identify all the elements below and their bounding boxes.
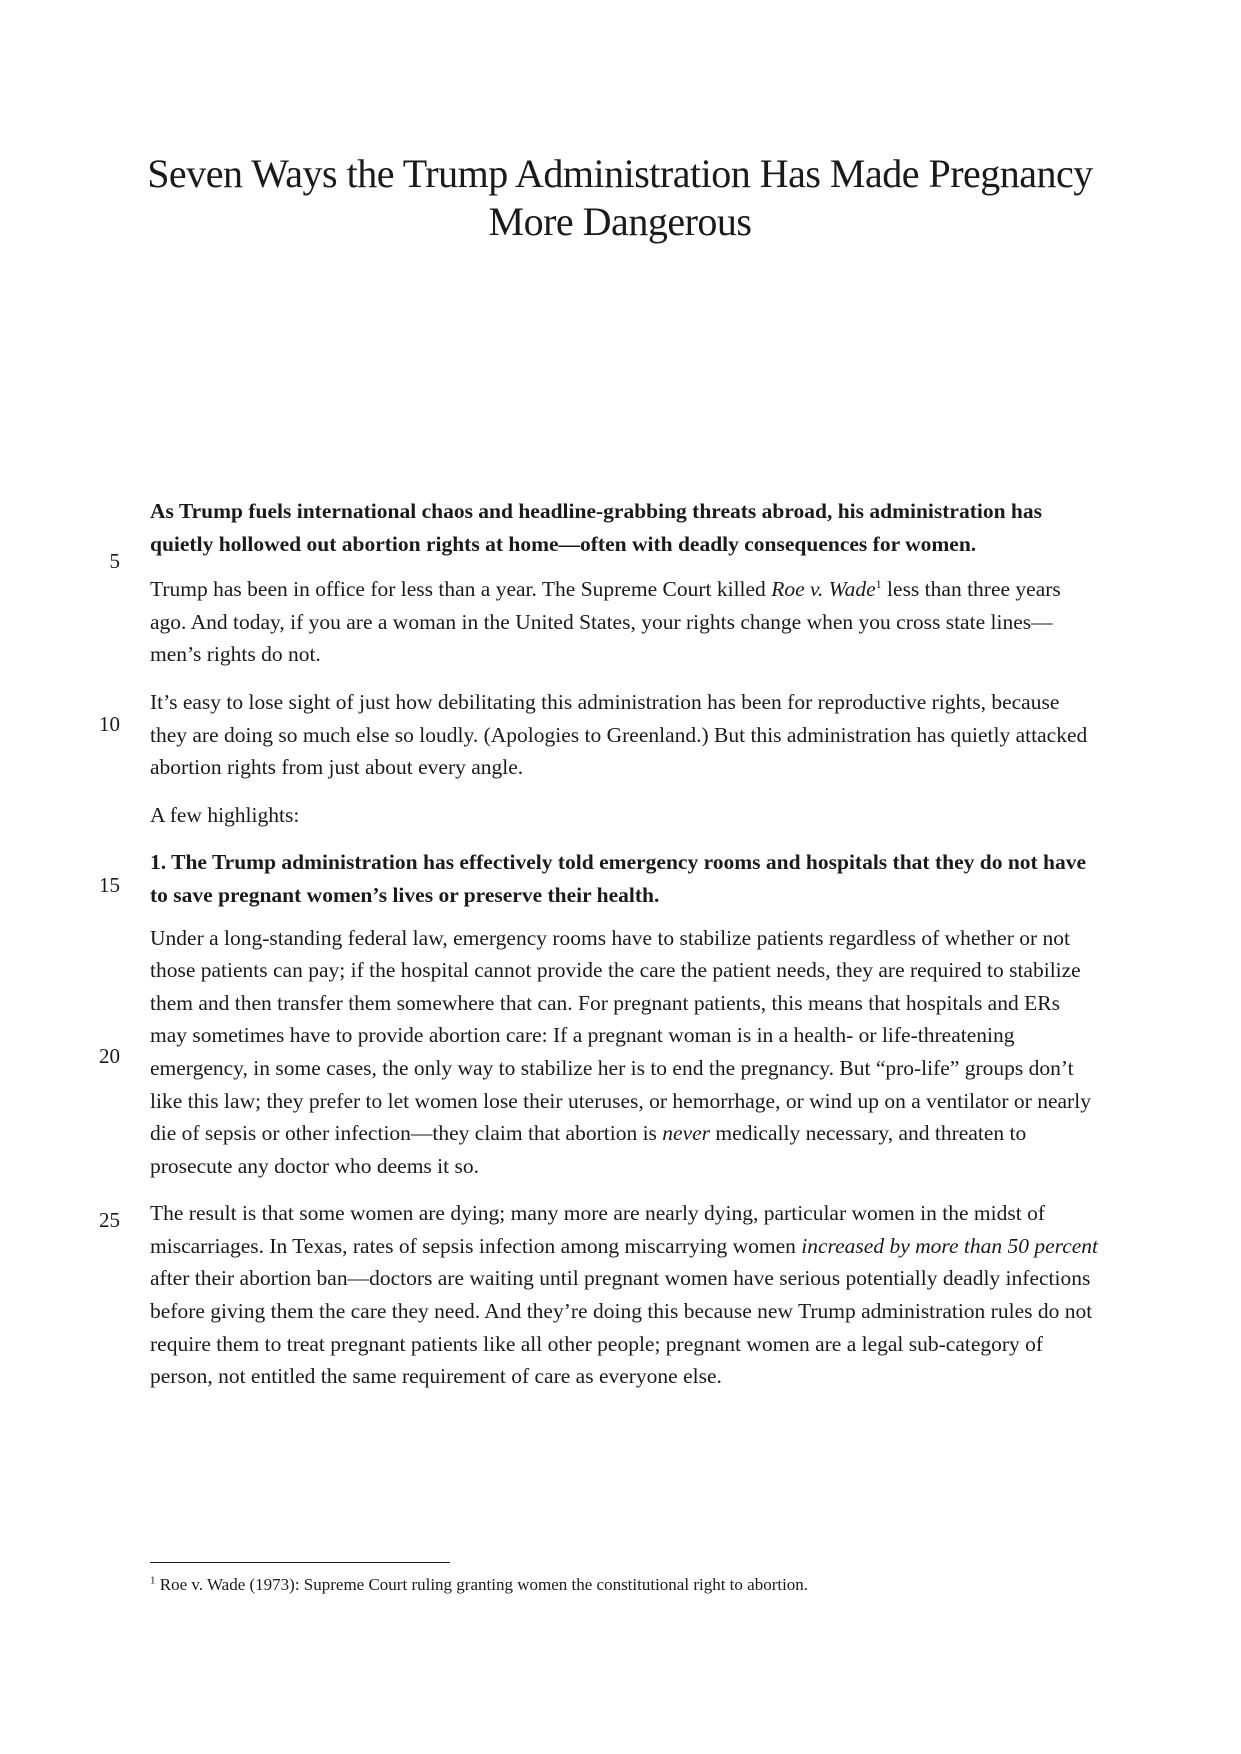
body-paragraph <box>150 1197 1100 1393</box>
footnote-divider <box>150 1562 450 1563</box>
body-paragraph: A few highlights: <box>150 802 300 827</box>
line-number: 20 <box>99 1044 120 1068</box>
paragraph-text: medically necessary, and threaten to prosecute any doctor who deems it so. <box>150 1121 1027 1178</box>
line-number: 15 <box>99 873 120 897</box>
paragraph-text: after their abortion ban—doctors are waiting until pregnant women have serious potentially deadly infections before giving them the care they need. And they’re doing this because new Trump administration rules do not require them to treat pregnant patients like all other people; pregnant women are a legal sub-category of person, not entitled the same requirement of care as everyone else. <box>150 1266 1093 1389</box>
article-body <box>150 495 1100 1408</box>
footnote-reference: 1 <box>875 577 882 592</box>
body-paragraph: It’s easy to lose sight of just how debilitating this administration has been for reproductive rights, because they are doing so much else so loudly. (Apologies to Greenland.) But this administration has quietly attacked abortion rights from just about every angle. <box>150 689 1088 780</box>
footnote <box>150 1574 1100 1596</box>
body-paragraph <box>150 573 1100 671</box>
line-number: 25 <box>99 1208 120 1232</box>
line-number: 5 <box>109 549 120 573</box>
case-name: Roe v. Wade <box>771 577 876 602</box>
paragraph-text: Trump has been in office for less than a year. The Supreme Court killed <box>150 577 772 602</box>
section-heading: 1. The Trump administration has effectively told emergency rooms and hospitals that they do not have to save pregnant women’s lives or preserve their health. <box>150 850 1087 907</box>
body-paragraph <box>150 922 1100 1183</box>
lede-paragraph: As Trump fuels international chaos and headline-grabbing threats abroad, his administration has quietly hollowed out abortion rights at home—often with deadly consequences for women. <box>150 499 1043 556</box>
document-title <box>120 150 1120 246</box>
emphasis-text: increased by more than 50 percent <box>801 1233 1099 1258</box>
footnote-marker: 1 <box>150 1574 156 1587</box>
paragraph-text: Under a long-standing federal law, emergency rooms have to stabilize patients regardless of whether or not those patients can pay; if the hospital cannot provide the care the patient needs, they are required to stabilize them and then transfer them somewhere that can. For pregnant patients, this means that hospitals and ERs may sometimes have to provide abortion care: If a pregnant woman is in a health- or life-threatening emergency, in some cases, the only way to stabilize her is to end the pregnancy. But “pro-life” groups don’t like this law; they prefer to let women lose their uteruses, or hemorrhage, or wind up on a ventilator or nearly die of sepsis or other infection—they claim that abortion is <box>150 925 1091 1146</box>
paragraph-text: The result is that some women are dying; many more are nearly dying, particular women in the midst of miscarriages. In Texas, rates of sepsis infection among miscarrying women <box>150 1201 1045 1258</box>
line-number: 10 <box>99 712 120 736</box>
paragraph-text: less than three years ago. And today, if you are a woman in the United States, your rights change when you cross state lines—men’s rights do not. <box>150 577 1061 667</box>
title-line-2: More Dangerous <box>488 199 752 244</box>
footnote-text: Roe v. Wade (1973): Supreme Court ruling granting women the constitutional right to abortion. <box>155 1575 809 1594</box>
title-line-1: Seven Ways the Trump Administration Has Made Pregnancy <box>147 151 1093 196</box>
emphasis-text: never <box>662 1121 711 1146</box>
